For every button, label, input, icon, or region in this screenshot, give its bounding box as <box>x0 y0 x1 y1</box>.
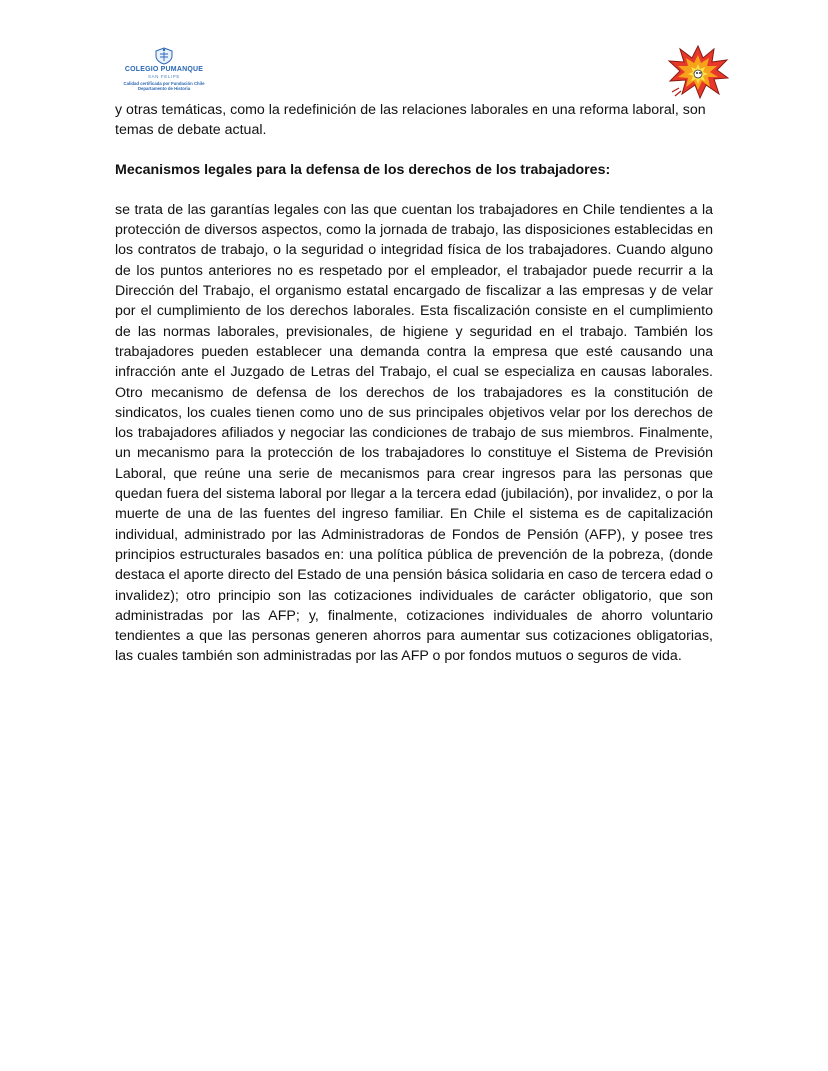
intro-paragraph: y otras temáticas, como la redefinición de las relaciones laborales en una reforma laboral, son temas de debate actual. <box>115 102 706 139</box>
logo-school-name: COLEGIO PUMANQUE <box>124 66 204 73</box>
explosion-icon <box>667 44 729 100</box>
section-heading: Mecanismos legales para la defensa de los derechos de los trabajadores: <box>115 161 611 178</box>
body-paragraph: se trata de las garantías legales con las que cuentan los trabajadores en Chile tendientes a la protección de diversos aspectos, como la jornada de trabajo, las disposiciones establecidas en los contratos de trabajo, o la seguridad o integridad física de los trabajadores. Cuando alguno de los puntos anteriores no es respetado por el empleador, el trabajador puede recurrir a la Dirección del Trabajo, el organismo estatal encargado de fiscalizar a las empresas y de velar por el cumplimiento de los derechos laborales. Esta fiscalización consiste en el cumplimiento de las normas laborales, previsionales, de higiene y seguridad en el trabajo. También los trabajadores pueden establecer una demanda contra la empresa que esté causando una infracción ante el Juzgado de Letras del Trabajo, el cual se especializa en causas laborales. Otro mecanismo de defensa de los derechos de los trabajadores es la constitución de sindicatos, los cuales tienen como uno de sus principales objetivos velar por los derechos de los trabajadores afiliados y negociar las condiciones de trabajo de sus miembros. Finalmente, un mecanismo para la protección de los trabajadores lo constituye el Sistema de Previsión Laboral, que reúne una serie de mecanismos para crear ingresos para las personas que quedan fuera del sistema laboral por llegar a la tercera edad (jubilación), por invalidez, o por la muerte de una de las fuentes del ingreso familiar. En Chile el sistema es de capitalización individual, administrado por las Administradoras de Fondos de Pensión (AFP), y posee tres principios estructurales basados en: una política pública de prevención de la pobreza, (donde destaca el aporte directo del Estado de una pensión básica solidaria en caso de tercera edad o invalidez); otro principio son las cotizaciones individuales de carácter obligatorio, que son administradas por las AFP; y, finalmente, cotizaciones individuales de ahorro voluntario tendientes a que las personas generen ahorros para aumentar sus cotizaciones obligatorias, las cuales también son administradas por las AFP o por fondos mutuos o seguros de vida. <box>115 201 713 665</box>
logo-department: Departamento de Historia <box>137 86 191 91</box>
school-crest-icon <box>153 47 175 65</box>
logo-certification: Calidad certificada por Fundación Chile <box>123 81 205 86</box>
document-content <box>115 100 713 667</box>
school-logo <box>116 47 212 103</box>
logo-location: SAN FELIPE <box>147 74 180 79</box>
